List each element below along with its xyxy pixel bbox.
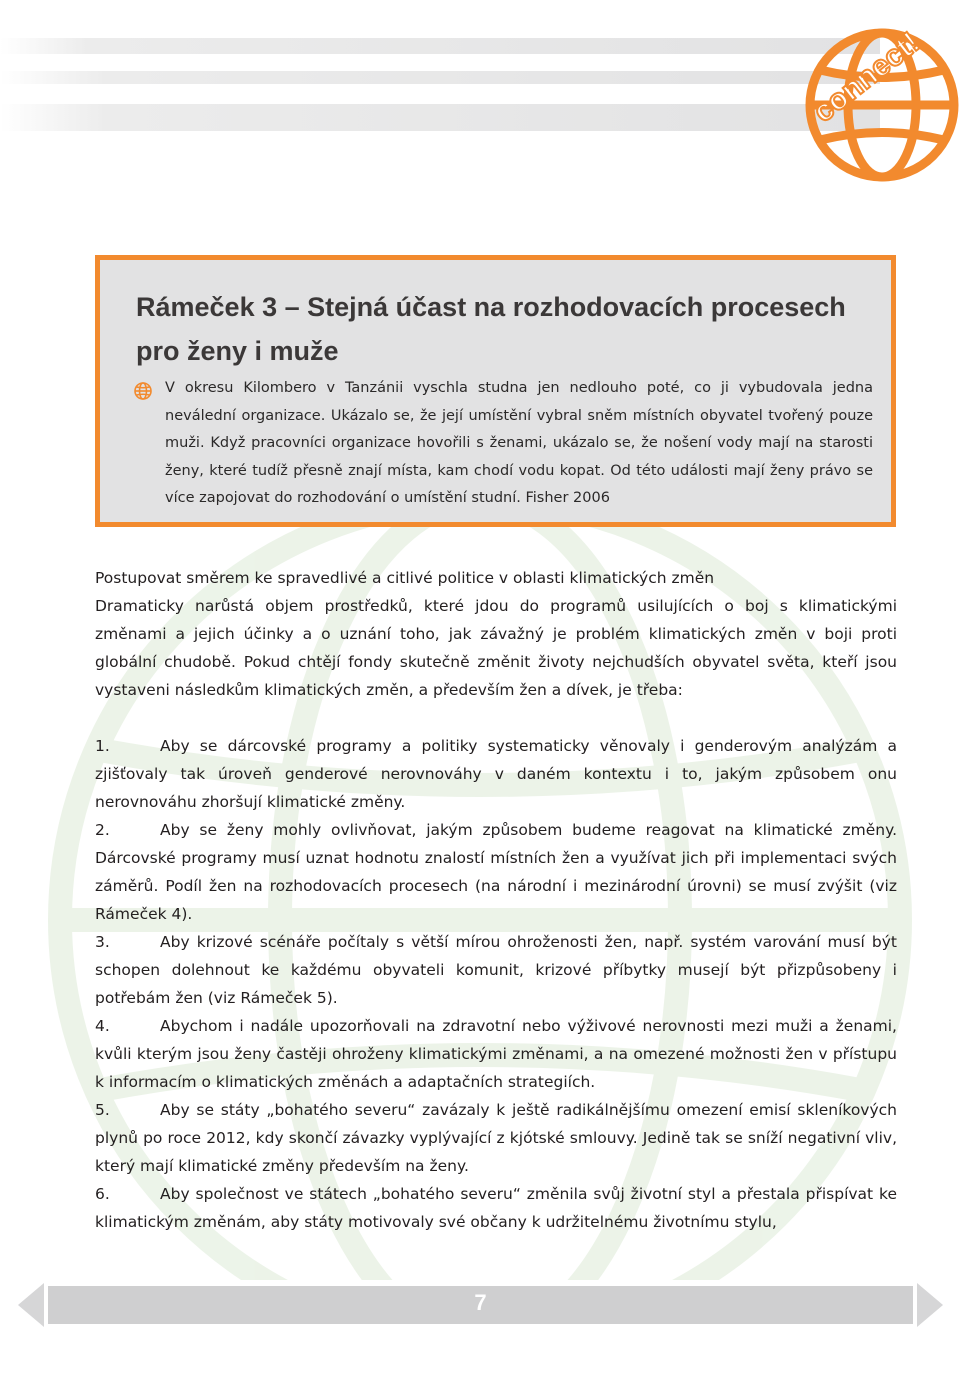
list-item: [95, 1180, 897, 1236]
info-box: [95, 255, 896, 527]
header-stripe: [0, 71, 880, 84]
list-item-text: Aby krizové scénáře počítaly s větší mírou ohroženosti žen, např. systém varování musí být schopen dolehnout ke každému obyvateli komunit, krizové příbytky musejí být přizpůsobeny i potřebám žen (viz Rámeček 5).: [95, 933, 897, 1007]
list-item: [95, 816, 897, 928]
page-footer: [18, 1283, 943, 1327]
logo-text: connect!: [807, 25, 927, 129]
list-item-number: 2.: [95, 821, 110, 839]
box-text: V okresu Kilombero v Tanzánii vyschla studna jen nedlouho poté, co ji vybudovala jedna neválední organizace. Ukázalo se, že její umístění vybral sněm místních obyvatel tvořený pouze muži. Když pracovníci organizace hovořili s ženami, ukázalo se, že nošení vody mají na starosti ženy, které tudíž přesně znají místa, kam chodí vodu kopat. Od této události mají ženy právo se více zapojovat do rozhodování o umístění studní. Fisher 2006: [165, 380, 873, 506]
intro-paragraph: Dramaticky narůstá objem prostředků, které jdou do programů usilujících o boj s klimatickými změnami a jejich účinky a o uznání toho, jak závažný je problém klimatických změn v boji proti globální chudobě. Pokud chtějí fondy skutečně změnit životy nejchudších obyvatel světa, kteří jsou vystaveni následkům klimatických změn, a především žen a dívek, je třeba:: [95, 597, 897, 699]
connect-logo: [770, 0, 960, 200]
list-item-text: Aby se dárcovské programy a politiky systematicky věnovaly i genderovým analýzám a zjišťovaly tak úroveň genderové nerovnováhy v daném kontextu i to, jakým způsobem onu nerovnováhu zhoršují klimatické změny.: [95, 737, 897, 811]
list-item-number: 4.: [95, 1017, 110, 1035]
list-item-text: Aby se státy „bohatého severu“ zavázaly k ještě radikálnějšímu omezení emisí skleníkových plynů po roce 2012, kdy skončí závazky vyplývající z kjótské smlouvy. Jedině tak se sníží negativní vliv, který mají klimatické změny především na ženy.: [95, 1101, 897, 1175]
page-number: 7: [474, 1290, 487, 1315]
list-item-number: 1.: [95, 737, 110, 755]
list-item: [95, 1012, 897, 1096]
list-item-text: Aby se ženy mohly ovlivňovat, jakým způsobem budeme reagovat na klimatické změny. Dárcovské programy musí uznat hodnotu znalostí místních žen a využívat jich při implementaci svých záměrů. Podíl žen na rozhodovacích procesech (na národní i mezinárodní úrovni) se musí zvýšit (viz Rámeček 4).: [95, 821, 897, 923]
list-item-text: Aby společnost ve státech „bohatého severu“ změnila svůj životní styl a přestala přispívat ke klimatickým změnám, aby státy motivovaly své občany k udržitelnému životnímu stylu,: [95, 1185, 897, 1231]
list-item: [95, 1096, 897, 1180]
list-item: [95, 928, 897, 1012]
header-stripe: [0, 104, 880, 131]
list-item-number: 5.: [95, 1101, 110, 1119]
globe-bullet-icon: [133, 381, 153, 401]
list-item-text: Abychom i nadále upozorňovali na zdravotní nebo výživové nerovnosti mezi muži a ženami, kvůli kterým jsou ženy častěji ohroženy klimatickými změnami, a na omezené možnosti žen v přístupu k informacím o klimatických změnách a adaptačních strategiích.: [95, 1017, 897, 1091]
list-item-number: 6.: [95, 1185, 110, 1203]
list-item-number: 3.: [95, 933, 110, 951]
header-stripe: [0, 38, 880, 54]
section-heading: Postupovat směrem ke spravedlivé a citlivé politice v oblasti klimatických změn: [95, 569, 715, 587]
list-item: [95, 732, 897, 816]
main-content: [95, 564, 897, 1236]
box-title: Rámeček 3 – Stejná účast na rozhodovacích procesech pro ženy i muže: [136, 292, 846, 366]
